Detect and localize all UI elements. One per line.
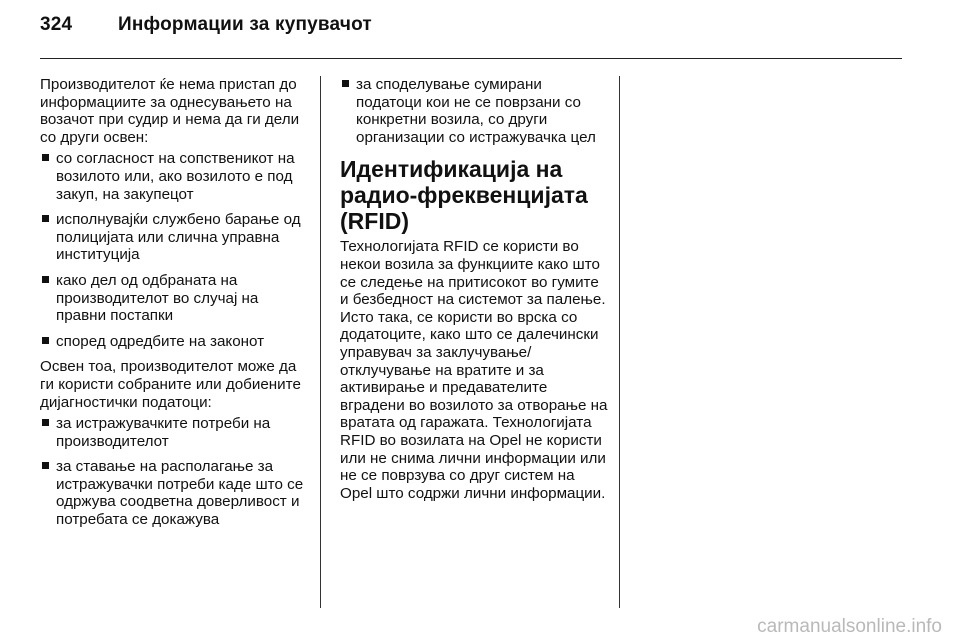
column-divider-right [619, 76, 620, 608]
page-title: Информации за купувачот [118, 14, 372, 35]
bullet-square-icon [342, 80, 349, 87]
list-item: за истражувачките потреби на производителот [40, 415, 312, 450]
list-item: за ставање на располагање за истражувачки потреби каде што се одржува соодветна доверливост и потребата се докажува [40, 458, 312, 528]
list-item: исполнувајќи службено барање од полицијата или слична управна институција [40, 211, 312, 264]
bullet-square-icon [42, 337, 49, 344]
column-left [40, 76, 312, 537]
watermark: carmanualsonline.info [757, 616, 942, 637]
column-middle [340, 76, 608, 506]
list-item: според одредбите на законот [40, 333, 312, 351]
header-rule [40, 58, 902, 59]
bullet-square-icon [42, 462, 49, 469]
bullet-square-icon [42, 154, 49, 161]
intro-paragraph: Производителот ќе нема пристап до информациите за однесувањето на возачот при судир и нема да ги дели со други освен: [40, 76, 300, 146]
diagnostic-paragraph: Освен тоа, производителот може да ги користи собраните или добиените дијагностички податоци: [40, 358, 301, 411]
list-item: како дел од одбраната на производителот во случај на правни постапки [40, 272, 312, 325]
list-item: за споделување сумирани податоци кои не се поврзани со конкретни возила, со други организации со истражувачка цел [340, 76, 608, 146]
section-heading-rfid: Идентификација на радио-фреквенцијата (RFID) [340, 156, 588, 235]
page-number: 324 [40, 14, 73, 35]
rfid-paragraph: Технологијата RFID се користи во некои возила за функциите како што се следење на притисокот во гумите и безбедност на системот за палење. Исто така, се користи во врска со додатоците, како што се далечински управувач за заклучување/отклучување на вратите и за активирање и предавателите вградени во возилото за отворање на вратата од гаражата. Технологијата RFID во возилата на Opel не користи или не снима лични информации или не се поврзува со друг систем на Opel што содржи лични информации. [340, 238, 608, 502]
bullet-list-continued [340, 76, 608, 146]
column-divider-left [320, 76, 321, 608]
bullet-square-icon [42, 215, 49, 222]
bullet-square-icon [42, 419, 49, 426]
bullet-square-icon [42, 276, 49, 283]
list-item: со согласност на сопственикот на возилото или, ако возилото е под закуп, на закупецот [40, 150, 312, 203]
page-header [40, 14, 372, 36]
bullet-list-diagnostic [40, 415, 312, 529]
bullet-list-disclosure [40, 150, 312, 350]
